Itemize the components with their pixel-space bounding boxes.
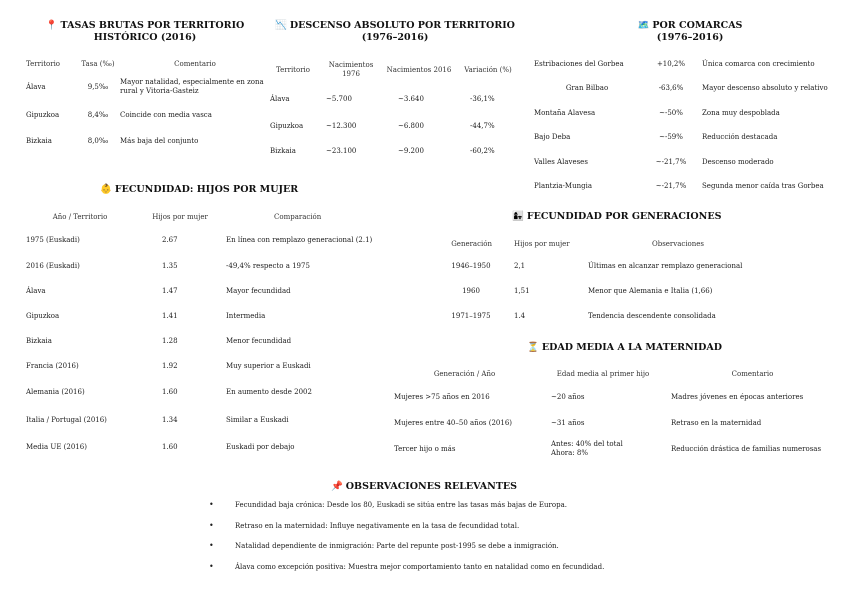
table-row: Bizkaia 1.28 Menor fecundidad bbox=[26, 337, 292, 345]
list-item: • Fecundidad baja crónica: Desde los 80, Euskadi se sitúa entre las tasas más bajas de Europa. bbox=[209, 499, 729, 520]
observaciones-title: 📌 OBSERVACIONES RELEVANTES bbox=[330, 481, 518, 492]
map-icon: 🗺️ bbox=[637, 20, 650, 31]
table-row: Gran Bilbao -63,6% Mayor descenso absoluto y relativo bbox=[565, 84, 828, 92]
table-row: Gipuzkoa 8,4‰ Coincide con media vasca bbox=[26, 111, 212, 119]
table-row: Alemania (2016) 1.60 En aumento desde 2002 bbox=[26, 388, 312, 396]
column-header: Territorio bbox=[26, 59, 61, 68]
edad-title: ⏳ EDAD MEDIA A LA MATERNIDAD bbox=[527, 342, 722, 353]
table-header bbox=[24, 56, 272, 72]
table-row: Mujeres entre 40–50 años (2016) ~31 años Retraso en la maternidad bbox=[394, 418, 762, 427]
descenso-table bbox=[268, 56, 522, 164]
table-row: Plantzia-Mungia ~-21,7% Segunda menor caída tras Gorbea bbox=[534, 182, 824, 190]
column-header: Observaciones bbox=[651, 239, 705, 248]
table-row: Álava 9,5‰ Mayor natalidad, especialmente en zona rural y Vitoria-Gasteiz bbox=[26, 78, 264, 95]
column-header: Hijos por mujer bbox=[514, 239, 570, 248]
table-row: Italia / Portugal (2016) 1.34 Similar a Euskadi bbox=[26, 415, 289, 424]
list-item: • Natalidad dependiente de inmigración: Parte del repunte post-1995 se debe a inmigración. bbox=[209, 540, 729, 561]
column-header: Generación / Año bbox=[433, 369, 496, 378]
chart-down-icon: 📉 bbox=[275, 20, 287, 31]
descenso-title: 📉 DESCENSO ABSOLUTO POR TERRITORIO (1976–2016) bbox=[275, 20, 515, 43]
column-header: Hijos por mujer bbox=[152, 212, 208, 221]
comarcas-table bbox=[532, 52, 842, 199]
table-header bbox=[430, 234, 770, 254]
hourglass-icon: ⏳ bbox=[527, 342, 539, 353]
column-header: Nacimientos 2016 bbox=[386, 65, 452, 74]
table-row: Francia (2016) 1.92 Muy superior a Euskadi bbox=[26, 362, 311, 370]
table-row: Media UE (2016) 1.60 Euskadi por debajo bbox=[26, 442, 295, 451]
column-header: Nacimientos 1976 bbox=[328, 61, 374, 78]
table-row: Tercer hijo o más Antes: 40% del total Ahora: 8% Reducción drástica de familias numerosas bbox=[394, 440, 822, 457]
table-row: Bizkaia 8,0‰ Más baja del conjunto bbox=[26, 136, 199, 145]
generaciones-table bbox=[430, 234, 770, 329]
fecundidad-title: 👶 FECUNDIDAD: HIJOS POR MUJER bbox=[100, 184, 299, 195]
edad-table bbox=[392, 364, 836, 463]
baby-icon: 👶 bbox=[100, 184, 112, 195]
column-header: Tasa (‰) bbox=[81, 59, 115, 68]
table-row: 1960 1,51 Menor que Alemania e Italia (1,66) bbox=[462, 287, 713, 295]
table-row: Montaña Alavesa ~-50% Zona muy despoblada bbox=[534, 108, 780, 117]
tasas-title: 📍 TASAS BRUTAS POR TERRITORIO HISTÓRICO (2016) bbox=[45, 20, 245, 43]
table-row: 1975 (Euskadi) 2.67 En línea con remplazo generacional (2.1) bbox=[26, 236, 373, 244]
table-row: Bizkaia ~23.100 ~9.200 -60,2% bbox=[270, 147, 495, 155]
table-row: Bajo Deba ~-59% Reducción destacada bbox=[534, 133, 778, 141]
column-header: Comentario bbox=[731, 369, 774, 378]
column-header: Edad media al primer hijo bbox=[556, 369, 650, 378]
table-row: 1946–1950 2,1 Últimas en alcanzar remplazo generacional bbox=[451, 262, 743, 270]
column-header: Comparación bbox=[274, 212, 322, 221]
pushpin-icon: 📌 bbox=[330, 481, 343, 492]
table-row: 1971–1975 1.4 Tendencia descendente consolidada bbox=[451, 312, 716, 320]
table-row: Valles Alaveses ~-21,7% Descenso moderado bbox=[534, 157, 774, 166]
fecundidad-table bbox=[24, 207, 396, 460]
table-row: Gipuzkoa 1.41 Intermedia bbox=[26, 312, 266, 320]
column-header: Generación bbox=[451, 239, 492, 248]
generaciones-title: 👩‍👧 FECUNDIDAD POR GENERACIONES bbox=[512, 211, 722, 222]
column-header: Territorio bbox=[275, 65, 311, 74]
table-row: Mujeres >75 años en 2016 ~20 años Madres jóvenes en épocas anteriores bbox=[394, 393, 804, 401]
table-row: Gipuzkoa ~12.300 ~6.800 -44,7% bbox=[270, 122, 495, 130]
comarcas-title: 🗺️ POR COMARCAS (1976–2016) bbox=[637, 20, 743, 43]
list-item: • Álava como excepción positiva: Muestra mejor comportamiento tanto en natalidad como en fecundidad. bbox=[209, 561, 729, 582]
mother-child-icon: 👩‍👧 bbox=[512, 211, 524, 222]
column-header: Año / Territorio bbox=[52, 212, 108, 221]
observaciones-list bbox=[209, 499, 729, 581]
table-header bbox=[392, 364, 836, 384]
column-header: Comentario bbox=[174, 59, 216, 68]
pin-icon: 📍 bbox=[45, 20, 58, 31]
table-row: Álava 1.47 Mayor fecundidad bbox=[26, 287, 291, 295]
table-row: Álava ~5.700 ~3.640 -36,1% bbox=[270, 94, 495, 103]
list-item: • Retraso en la maternidad: Influye negativamente en la tasa de fecundidad total. bbox=[209, 520, 729, 541]
table-row: 2016 (Euskadi) 1.35 -49,4% respecto a 1975 bbox=[26, 262, 310, 270]
table-header bbox=[24, 207, 396, 227]
tasas-table bbox=[24, 56, 272, 153]
table-header bbox=[268, 56, 522, 84]
column-header: Variación (%) bbox=[464, 65, 512, 74]
table-row: Estribaciones del Gorbea +10,2% Única comarca con crecimiento bbox=[534, 59, 815, 68]
